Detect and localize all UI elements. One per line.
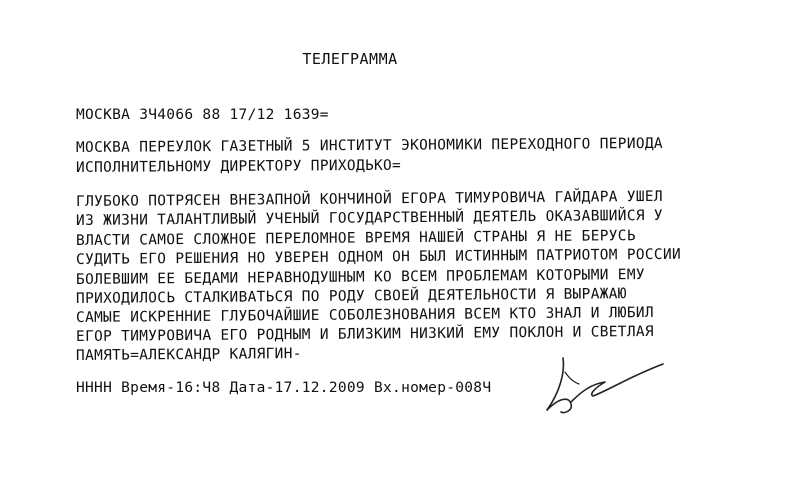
body-line-6: ПРИХОДИЛОСЬ СТАЛКИВАТЬСЯ ПО РОДУ СВОЕЙ ДЕЯТЕЛЬНОСТИ Я ВЫРАЖАЮ [75, 286, 627, 307]
body-line-3: ВЛАСТИ САМОЕ СЛОЖНОЕ ПЕРЕЛОМНОЕ ВРЕМЯ НАШЕЙ СТРАНЫ Я НЕ БЕРУСЬ [75, 228, 636, 249]
body-line-1: ГЛУБОКО ПОТРЯСЕН ВНЕЗАПНОЙ КОНЧИНОЙ ЕГОРА ТИМУРОВИЧА ГАЙДАРА УШЕЛ [75, 188, 663, 210]
body-line-2: ИЗ ЖИЗНИ ТАЛАНТЛИВЫЙ УЧЕНЫЙ ГОСУДАРСТВЕННЫЙ ДЕЯТЕЛЬ ОКАЗАВШИЙСЯ У [75, 207, 663, 229]
telegram-footer: НННН Время-16:Ч8 Дата-17.12.2009 Вх.номер-008Ч [76, 380, 492, 396]
handwritten-signature [535, 352, 675, 422]
body-line-8: ЕГОР ТИМУРОВИЧА ЕГО РОДНЫМ И БЛИЗКИМ НИЗКИЙ ЕМУ ПОКЛОН И СВЕТЛАЯ [75, 323, 654, 345]
body-line-9: ПАМЯТЬ=АЛЕКСАНДР КАЛЯГИН- [75, 346, 302, 364]
body-line-5: БОЛЕВШИМ ЕЕ БЕДАМИ НЕРАВНОДУШНЫМ КО ВСЕМ ПРОБЛЕМАМ КОТОРЫМИ ЕМУ [75, 267, 645, 288]
address-line-2: ИСПОЛНИТЕЛЬНОМУ ДИРЕКТОРУ ПРИХОДЬКО= [75, 157, 402, 176]
body-line-4: СУДИТЬ ЕГО РЕШЕНИЯ НО УВЕРЕН ОДНОМ ОН БЫЛ ИСТИННЫМ ПАТРИОТОМ РОССИИ [75, 246, 682, 268]
body-line-7: САМЫЕ ИСКРЕННИЕ ГЛУБОЧАЙШИЕ СОБОЛЕЗНОВАНИЯ ВСЕМ КТО ЗНАЛ И ЛЮБИЛ [75, 304, 654, 326]
telegram-header-line: МОСКВА 3Ч4066 88 17/12 1639= [76, 107, 329, 123]
telegram-title: ТЕЛЕГРАММА [302, 50, 398, 68]
address-line-1: МОСКВА ПЕРЕУЛОК ГАЗЕТНЫЙ 5 ИНСТИТУТ ЭКОНОМИКИ ПЕРЕХОДНОГО ПЕРИОДА [75, 135, 663, 156]
